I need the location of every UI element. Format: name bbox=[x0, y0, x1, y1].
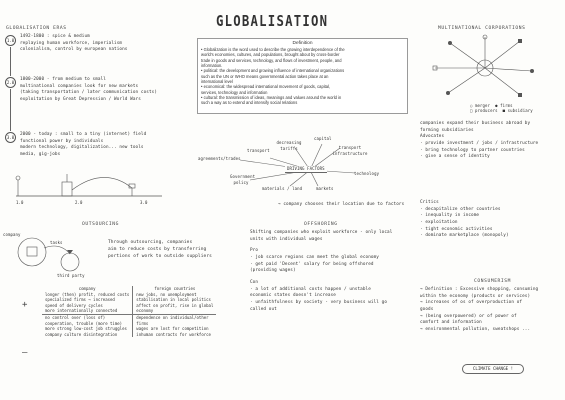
consumerism-line: → increases of os of overproduction of bbox=[420, 300, 523, 306]
era-3-line: modern technology, digitalization... new tools bbox=[20, 145, 144, 151]
outsourcing-line: Through outsourcing, companies bbox=[108, 240, 193, 245]
offshoring-line: Shifting companies who exploit workforce - only local bbox=[250, 230, 393, 235]
era-1-line: replaying human workforce, imperialism bbox=[20, 40, 123, 46]
consumerism-line: within the economy (products or services) bbox=[420, 293, 531, 299]
era-3-line: media, gig-jobs bbox=[20, 151, 61, 157]
consumerism-line: → Definition : Excessive shopping, consuming bbox=[420, 287, 539, 292]
outsourcing-heading: OUTSOURCING bbox=[82, 222, 120, 227]
consumerism-line: → (being overpowered) or of power of bbox=[420, 313, 517, 319]
era-1-number: 1.0 bbox=[5, 35, 16, 46]
era-3-number: 3.0 bbox=[5, 132, 16, 143]
offshoring-pro-item: (providing wages) bbox=[250, 268, 296, 274]
table-cell: longer (then) profit, reduced costs bbox=[45, 291, 130, 297]
diagram-label-company: company bbox=[3, 232, 21, 237]
definition-line: such a way as to extend and intensify social relations bbox=[201, 100, 298, 106]
diagram-label-third-party: third party bbox=[57, 273, 85, 278]
table-cell: affect on profit, rise in global bbox=[133, 303, 217, 309]
era-axis-label: 1.0 bbox=[16, 200, 24, 205]
offshoring-con-item: · unfaithfulness by society - very business will go bbox=[250, 299, 388, 305]
timeline-connector bbox=[10, 47, 11, 76]
definition-box bbox=[197, 38, 408, 114]
era-2-line: exploitation by Great Depression / World Wars bbox=[20, 96, 141, 102]
driver-transport-infrastructure: transport infrastructure bbox=[332, 145, 368, 157]
multinational-legend bbox=[470, 103, 533, 113]
critics-item: · inequality in income bbox=[420, 213, 480, 219]
table-cell: no control over (loss of) bbox=[45, 314, 106, 320]
multinational-network-diagram bbox=[420, 33, 550, 103]
definition-line: services, technology and information bbox=[201, 89, 268, 95]
table-row bbox=[42, 332, 216, 338]
driver-markets: markets bbox=[316, 186, 334, 191]
critics-item: · tight economic activities bbox=[420, 226, 493, 232]
era-axis-label: 3.0 bbox=[140, 200, 148, 205]
offshoring-heading: OFFSHORING bbox=[304, 222, 338, 227]
driver-agreements: agreements/trades bbox=[198, 156, 241, 161]
era-1-line: 1492-1800 : spice & medium bbox=[20, 34, 90, 39]
critics-item: · exploitation bbox=[420, 219, 458, 225]
advocates-item: · provide investment / jobs / infrastructure bbox=[420, 140, 539, 146]
era-2-text bbox=[20, 77, 157, 104]
definition-line: trade in goods and services, technology, and flows of investment, people, and bbox=[201, 57, 342, 63]
advocates-item: · give a sense of identity bbox=[420, 154, 490, 160]
table-cell: economy bbox=[133, 308, 217, 314]
definition-line: • Globalization is the word used to describe the growing interdependence of the bbox=[201, 47, 345, 52]
advocates-heading: Advocates bbox=[420, 134, 445, 140]
definition-line: • economical: the widespread international movement of goods, capital, bbox=[201, 84, 331, 90]
table-cell: company culture disintegration bbox=[45, 331, 118, 337]
definition-body bbox=[198, 46, 407, 106]
driver-government-policy: Government policy bbox=[230, 174, 256, 186]
offshoring-line: units with individual wages bbox=[250, 236, 323, 242]
table-header: foreign countries bbox=[133, 286, 217, 292]
definition-line: such as the UN or WHO means governmental action takes place at an bbox=[201, 73, 329, 79]
page-title: GLOBALISATION bbox=[216, 12, 329, 30]
offshoring-con-item: economic states doesn't increase bbox=[250, 293, 336, 299]
drivers-note: → company chooses their location due to factors bbox=[278, 202, 405, 207]
critics-item: · dominate marketplace (monopoly) bbox=[420, 233, 509, 239]
table-cell: more strong low-cost job struggles bbox=[45, 326, 127, 332]
consumerism-line: goods bbox=[420, 306, 434, 312]
definition-line: world's economies, cultures, and populations, brought about by cross-border bbox=[201, 52, 340, 58]
legend-item: ■ subsidiary bbox=[502, 108, 533, 114]
outsourcing-line: portions of work to outside suppliers bbox=[108, 253, 212, 259]
offshoring-text bbox=[250, 230, 392, 313]
driver-transport: transport bbox=[247, 148, 270, 153]
critics-heading: Critics bbox=[420, 200, 439, 205]
driver-decreasing-tariffs: decreasing tariffs bbox=[276, 140, 302, 152]
era-1-text bbox=[20, 34, 127, 54]
outsourcing-comparison-table bbox=[42, 286, 216, 337]
table-cell: wages are lost for competition bbox=[133, 326, 217, 332]
driver-technology: technology bbox=[354, 171, 380, 176]
climate-change-badge: CLIMATE CHANGE ! bbox=[462, 364, 524, 374]
era-1-line: colonialism, control by european nations bbox=[20, 47, 128, 53]
driver-materials: materials / land bbox=[262, 186, 303, 191]
offshoring-con-item: called out bbox=[250, 306, 277, 312]
definition-title: Definition bbox=[292, 41, 313, 46]
definition-line: information. bbox=[201, 62, 223, 68]
era-3-line: functional power by individuals bbox=[20, 138, 104, 144]
era-2-line: multinational companies look for new markets bbox=[20, 83, 139, 89]
table-cell: speed of delivery cycles bbox=[45, 302, 103, 308]
critics-section bbox=[420, 200, 509, 240]
offshoring-con-item: · a lot of additional costs happen / unstable bbox=[250, 286, 371, 292]
outsourcing-line: aim to reduce costs by transferring bbox=[108, 246, 207, 252]
table-header: company bbox=[78, 286, 96, 291]
eras-heading: GLOBALISATION ERAS bbox=[6, 26, 67, 31]
multinational-line: forming subsidiaries bbox=[420, 127, 474, 133]
multinational-line: companies expand their business abroad by bbox=[420, 121, 531, 126]
legend-item: ● firms bbox=[495, 103, 513, 108]
outsourcing-text bbox=[108, 240, 212, 261]
era-2-line: (taking transportation / later communication costs) bbox=[20, 90, 158, 96]
table-cell: specialized firms → increased bbox=[45, 297, 115, 303]
table-cell: cooperation, trouble (more time) bbox=[45, 320, 123, 326]
legend-item: □ producers bbox=[470, 108, 498, 114]
offshoring-pro-item: · job scarce regions can meet the global economy bbox=[250, 254, 379, 260]
pros-sign: + bbox=[22, 300, 28, 310]
diagram-label-tasks: tasks bbox=[50, 240, 63, 245]
multinational-text bbox=[420, 121, 538, 161]
table-cell: dependence on individual/other bbox=[133, 314, 217, 320]
offshoring-con-label: Con bbox=[250, 279, 259, 285]
timeline-connector bbox=[10, 89, 11, 131]
advocates-item: · bring technology to partner countries bbox=[420, 147, 525, 153]
era-2-line: 1800-2000 - from medium to small bbox=[20, 77, 106, 82]
consumerism-line: → environmental pollution, sweatshops ... bbox=[420, 326, 531, 332]
consumerism-heading: CONSUMERISM bbox=[474, 279, 512, 284]
critics-item: · decapitalize other countries bbox=[420, 206, 501, 212]
table-cell: stabilisation in local politics bbox=[133, 297, 217, 303]
legend-item: ○ merger bbox=[470, 103, 491, 108]
era-3-text bbox=[20, 132, 146, 159]
era-axis-label: 2.0 bbox=[75, 200, 83, 205]
era-3-line: 2000 - today : small to a tiny (internet) field bbox=[20, 132, 147, 137]
era-2-number: 2.0 bbox=[5, 77, 16, 88]
driver-capital: capital bbox=[314, 136, 332, 141]
consumerism-text bbox=[420, 287, 538, 334]
definition-line: • political: the development and growing influence of international organizations bbox=[201, 68, 345, 74]
definition-line: international level bbox=[201, 78, 233, 84]
table-cell: new jobs, no unemployment bbox=[133, 292, 217, 298]
driving-factors-center: DRIVING FACTORS bbox=[285, 166, 327, 173]
definition-line: • cultural: the transmission of ideas, meanings and values around the world in bbox=[201, 94, 342, 100]
offshoring-pro-item: · get paid 'Decent' salary for being offshored bbox=[250, 261, 374, 267]
table-cell: inhuman contracts for workforce bbox=[133, 332, 217, 338]
multinational-heading: MULTINATIONAL CORPORATIONS bbox=[438, 26, 526, 31]
table-cell: firms bbox=[133, 321, 217, 327]
table-cell: more internationally connected bbox=[42, 308, 133, 314]
cons-sign: — bbox=[22, 348, 28, 358]
consumerism-line: comfort and information bbox=[420, 320, 482, 326]
offshoring-pro-label: Pro bbox=[250, 248, 259, 254]
